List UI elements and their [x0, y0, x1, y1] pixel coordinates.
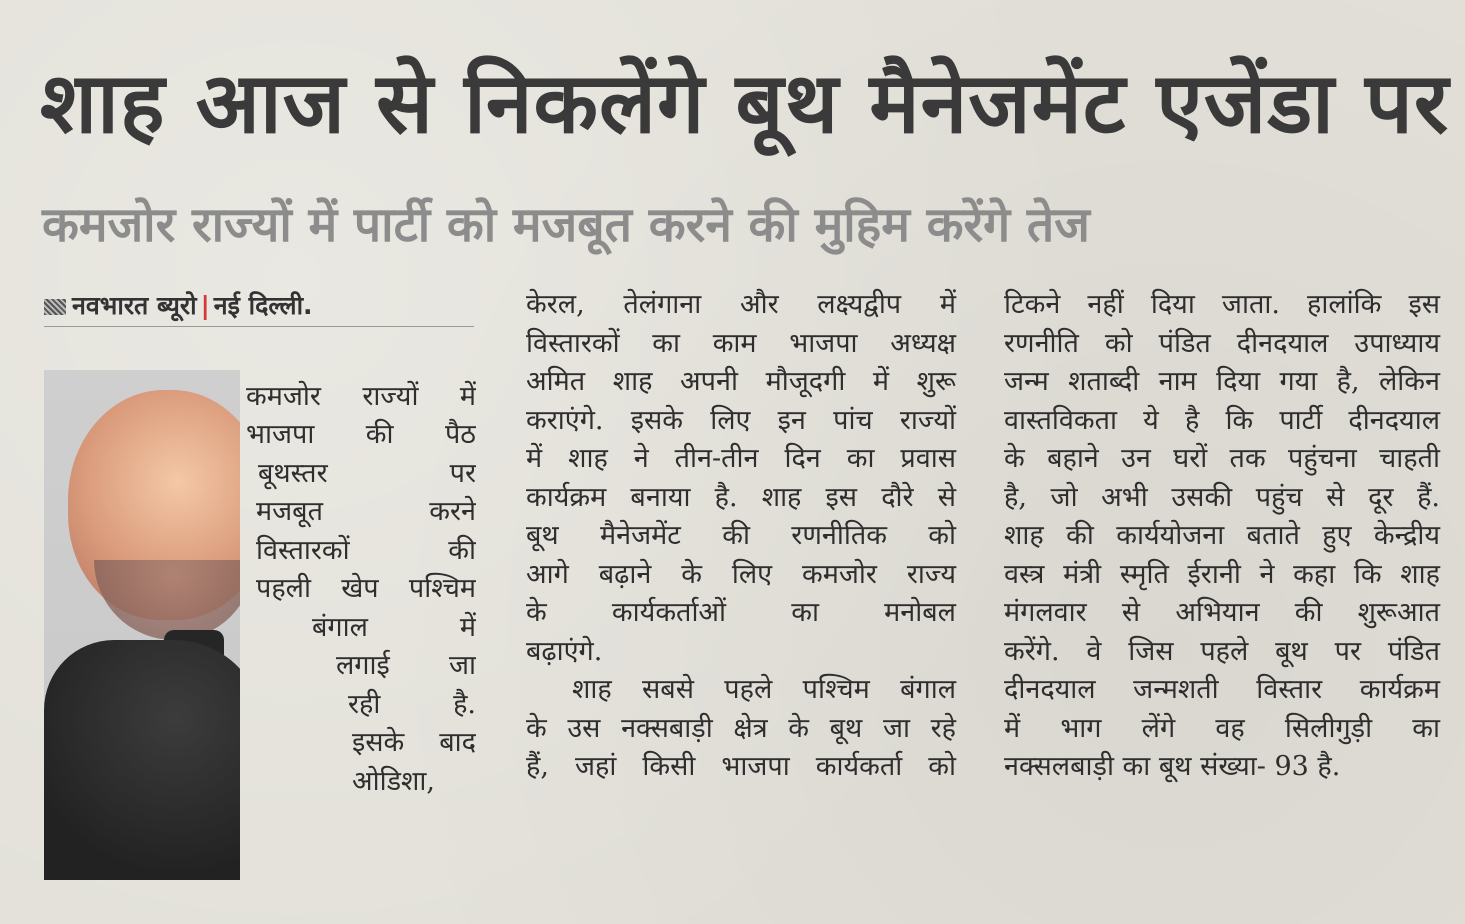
column-3-line: जन्म शताब्दी नाम दिया गया है, लेकिन	[1004, 366, 1440, 397]
column-3-line: वस्त्र मंत्री स्मृति ईरानी ने कहा कि शाह	[1004, 558, 1440, 590]
column-2-line: बूथ मैनेजमेंट की रणनीतिक को	[526, 520, 956, 551]
column-2-line: हैं, जहां किसी भाजपा कार्यकर्ता को	[526, 751, 956, 782]
column-2-line: कार्यक्रम बनाया है. शाह इस दौरे से	[526, 481, 956, 513]
column-2-line: विस्तारकों का काम भाजपा अध्यक्ष	[526, 327, 956, 359]
column-3-line: मंगलवार से अभियान की शुरूआत	[1004, 597, 1440, 628]
column-2-line: में शाह ने तीन-तीन दिन का प्रवास	[526, 443, 956, 474]
intro-line: बूथस्तर पर	[258, 458, 476, 489]
column-2-line: के उस नक्सबाड़ी क्षेत्र के बूथ जा रहे	[526, 712, 956, 744]
intro-line: ओडिशा,	[352, 766, 435, 797]
column-2-line: अमित शाह अपनी मौजूदगी में शुरू	[526, 366, 956, 397]
headline: शाह आज से निकलेंगे बूथ मैनेजमेंट एजेंडा पर	[40, 54, 1450, 152]
byline-bullet-icon	[44, 299, 66, 315]
column-2-line: शाह सबसे पहले पश्चिम बंगाल	[572, 674, 956, 705]
byline	[44, 286, 474, 327]
intro-line: मजबूत करने	[256, 496, 476, 527]
intro-line: विस्तारकों की	[256, 535, 476, 566]
column-3-line: टिकने नहीं दिया जाता. हालांकि इस	[1004, 289, 1440, 320]
subheadline: कमजोर राज्यों में पार्टी को मजबूत करने की मुहिम करेंगे तेज	[42, 197, 1090, 253]
column-2-line: के कार्यकर्ताओं का मनोबल	[526, 597, 956, 628]
intro-line: भाजपा की पैठ	[246, 419, 476, 450]
column-3-line: दीनदयाल जन्मशती विस्तार कार्यक्रम	[1004, 674, 1440, 705]
byline-location: नई दिल्ली.	[213, 291, 313, 320]
column-3-line: वास्तविकता ये है कि पार्टी दीनदयाल	[1004, 404, 1440, 436]
column-3-line: रणनीति को पंडित दीनदयाल उपाध्याय	[1004, 327, 1440, 359]
intro-line: इसके बाद	[352, 727, 476, 758]
byline-bureau: नवभारत ब्यूरो	[72, 291, 197, 320]
intro-line: रही है.	[348, 689, 476, 720]
column-3-line: शाह की कार्ययोजना बताते हुए केन्द्रीय	[1004, 520, 1440, 551]
column-2-line: केरल, तेलंगाना और लक्ष्यद्वीप में	[526, 289, 956, 320]
photo-beard-shape	[94, 560, 240, 640]
intro-line: कमजोर राज्यों में	[246, 381, 476, 412]
column-3-line: नक्सलबाड़ी का बूथ संख्या- 93 है.	[1004, 751, 1341, 782]
column-2-line: बढ़ाएंगे.	[526, 635, 603, 667]
intro-line: पहली खेप पश्चिम	[256, 573, 476, 604]
intro-line: बंगाल में	[312, 612, 476, 643]
column-2	[526, 286, 956, 787]
photo-body-shape	[44, 640, 240, 880]
column-2-line: आगे बढ़ाने के लिए कमजोर राज्य	[526, 558, 956, 590]
intro-line: लगाई जा	[336, 650, 476, 681]
column-3-line: करेंगे. वे जिस पहले बूथ पर पंडित	[1004, 635, 1440, 667]
column-3	[1004, 286, 1440, 787]
column-3-line: में भाग लेंगे वह सिलीगुड़ी का	[1004, 712, 1440, 744]
column-3-line: है, जो अभी उसकी पहुंच से दूर हैं.	[1004, 481, 1440, 513]
column-2-line: कराएंगे. इसके लिए इन पांच राज्यों	[526, 404, 956, 436]
portrait-photo	[44, 370, 240, 880]
byline-separator: |	[200, 291, 210, 320]
column-3-line: के बहाने उन घरों तक पहुंचना चाहती	[1004, 443, 1440, 474]
